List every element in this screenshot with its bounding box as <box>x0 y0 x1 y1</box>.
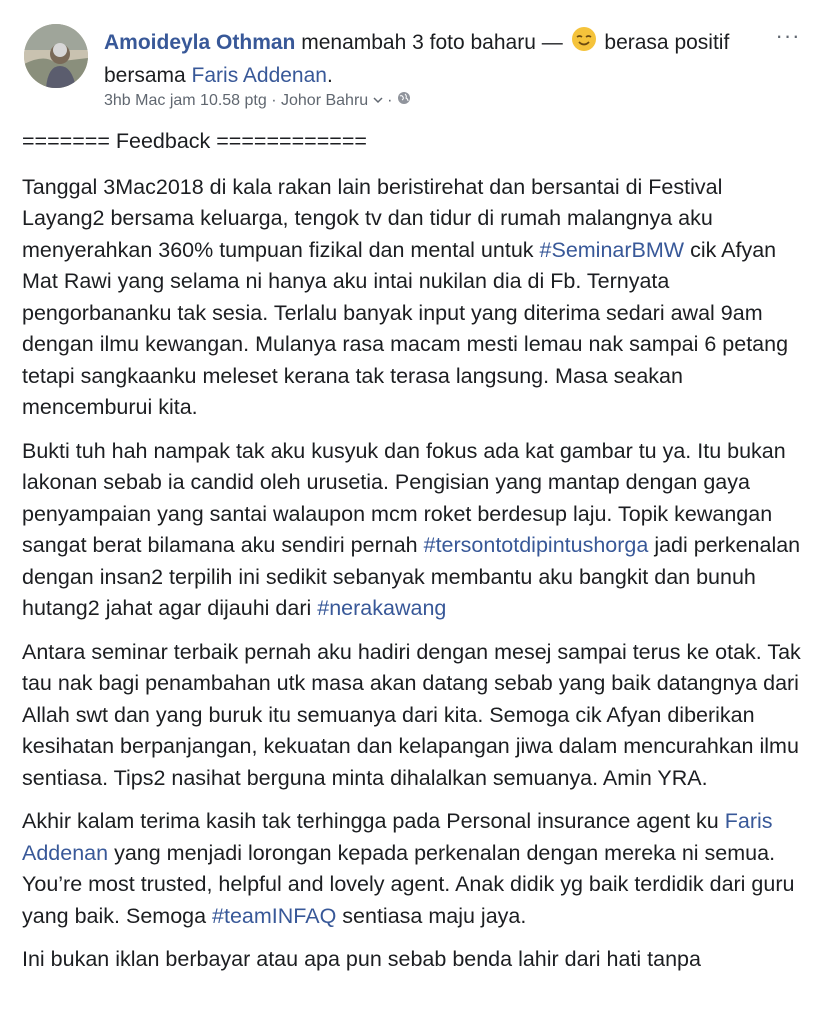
paragraph-5: Ini bukan iklan berbayar atau apa pun sebab benda lahir dari hati tanpa <box>22 947 701 971</box>
hashtag-link[interactable]: #tersontotdipintushorga <box>423 533 649 557</box>
paragraph-text: jadi perkenalan dengan insan2 terpilih ini sedikit sebanyak membantu aku bangkit dan bunuh hutang2 jahat agar dijauhi dari <box>22 533 801 620</box>
post-location[interactable]: Johor Bahru <box>281 92 369 109</box>
paragraph-text: Tanggal 3Mac2018 di kala rakan lain beristirehat dan bersantai di Festival Layang2 bersama keluarga, tengok tv dan tidur di rumah malangnya aku menyerahkan 360% tumpuan fizikal dan mental untuk <box>22 174 723 262</box>
feeling-text: berasa positif bersama <box>104 31 730 87</box>
more-options-icon[interactable]: ··· <box>775 23 801 48</box>
paragraph-text: Akhir kalam terima kasih tak terhingga pada Personal insurance agent ku <box>22 809 719 833</box>
feedback-separator: ======= Feedback ============ <box>22 129 367 153</box>
tagged-user-link[interactable]: Faris Addenan <box>22 809 773 865</box>
author-name[interactable]: Amoideyla Othman <box>104 31 296 55</box>
post-header <box>104 26 764 91</box>
hashtag-link[interactable]: #nerakawang <box>317 596 447 620</box>
paragraph-2 <box>22 436 807 625</box>
paragraph-1 <box>22 172 807 424</box>
tagged-suffix: . <box>326 64 333 87</box>
hashtag-link[interactable]: #teamINFAQ <box>212 903 337 928</box>
avatar-photo <box>24 24 88 88</box>
globe-icon[interactable] <box>397 92 411 109</box>
post-body <box>22 126 807 988</box>
tagged-user-link[interactable]: Faris Addenan <box>191 64 327 87</box>
meta-separator: · <box>387 92 393 109</box>
meta-separator: · <box>271 92 277 109</box>
paragraph-text: Bukti tuh hah nampak tak aku kusyuk dan fokus ada kat gambar tu ya. Itu bukan lakonan sebab ia candid oleh urusetia. Pengisian yang mantap dengan gaya penyampaian yang santai walaupon mcm roket berdesup laju. Topik kewangan sangat berat bilamana aku sendiri pernah <box>22 438 786 557</box>
paragraph-4 <box>22 806 807 932</box>
paragraph-text: sentiasa maju jaya. <box>342 903 527 928</box>
relieved-face-emoji-icon <box>571 26 597 61</box>
paragraph-text: cik Afyan Mat Rawi yang selama ni hanya aku intai nukilan dia di Fb. Ternyata pengorbananku tak sesia. Terlalu banyak input yang diterima sedari awal 9am dengan ilmu kewangan. Mulanya rasa macam mesti lemau nak sampai 6 petang tetapi sangkaanku meleset kerana tak terasa langsung. Masa seakan mencemburui kita. <box>22 237 789 419</box>
post-meta <box>104 90 411 112</box>
paragraph-3: Antara seminar terbaik pernah aku hadiri dengan mesej sampai terus ke otak. Tak tau nak bagi penambahan utk masa akan datang sebab yang baik datangnya dari Allah swt dan yang buruk itu semuanya dari kita. Semoga cik Afyan diberikan kesihatan berpanjangan, kekuatan dan kelapangan jiwa dalam mencurahkan ilmu sentiasa. Tips2 nasihat berguna minta dihalalkan semuanya. Amin YRA. <box>22 639 801 790</box>
post-timestamp[interactable]: 3hb Mac jam 10.58 ptg <box>104 92 267 109</box>
chevron-down-icon <box>373 92 387 109</box>
hashtag-link[interactable]: #SeminarBMW <box>539 237 685 262</box>
action-text: menambah 3 foto baharu — <box>301 31 563 55</box>
paragraph-text: yang menjadi lorongan kepada perkenalan dengan mereka ni semua. You’re most trusted, helpful and lovely agent. Anak didik yg baik terdidik dari guru yang baik. Semoga <box>22 840 795 928</box>
avatar[interactable] <box>24 24 88 88</box>
